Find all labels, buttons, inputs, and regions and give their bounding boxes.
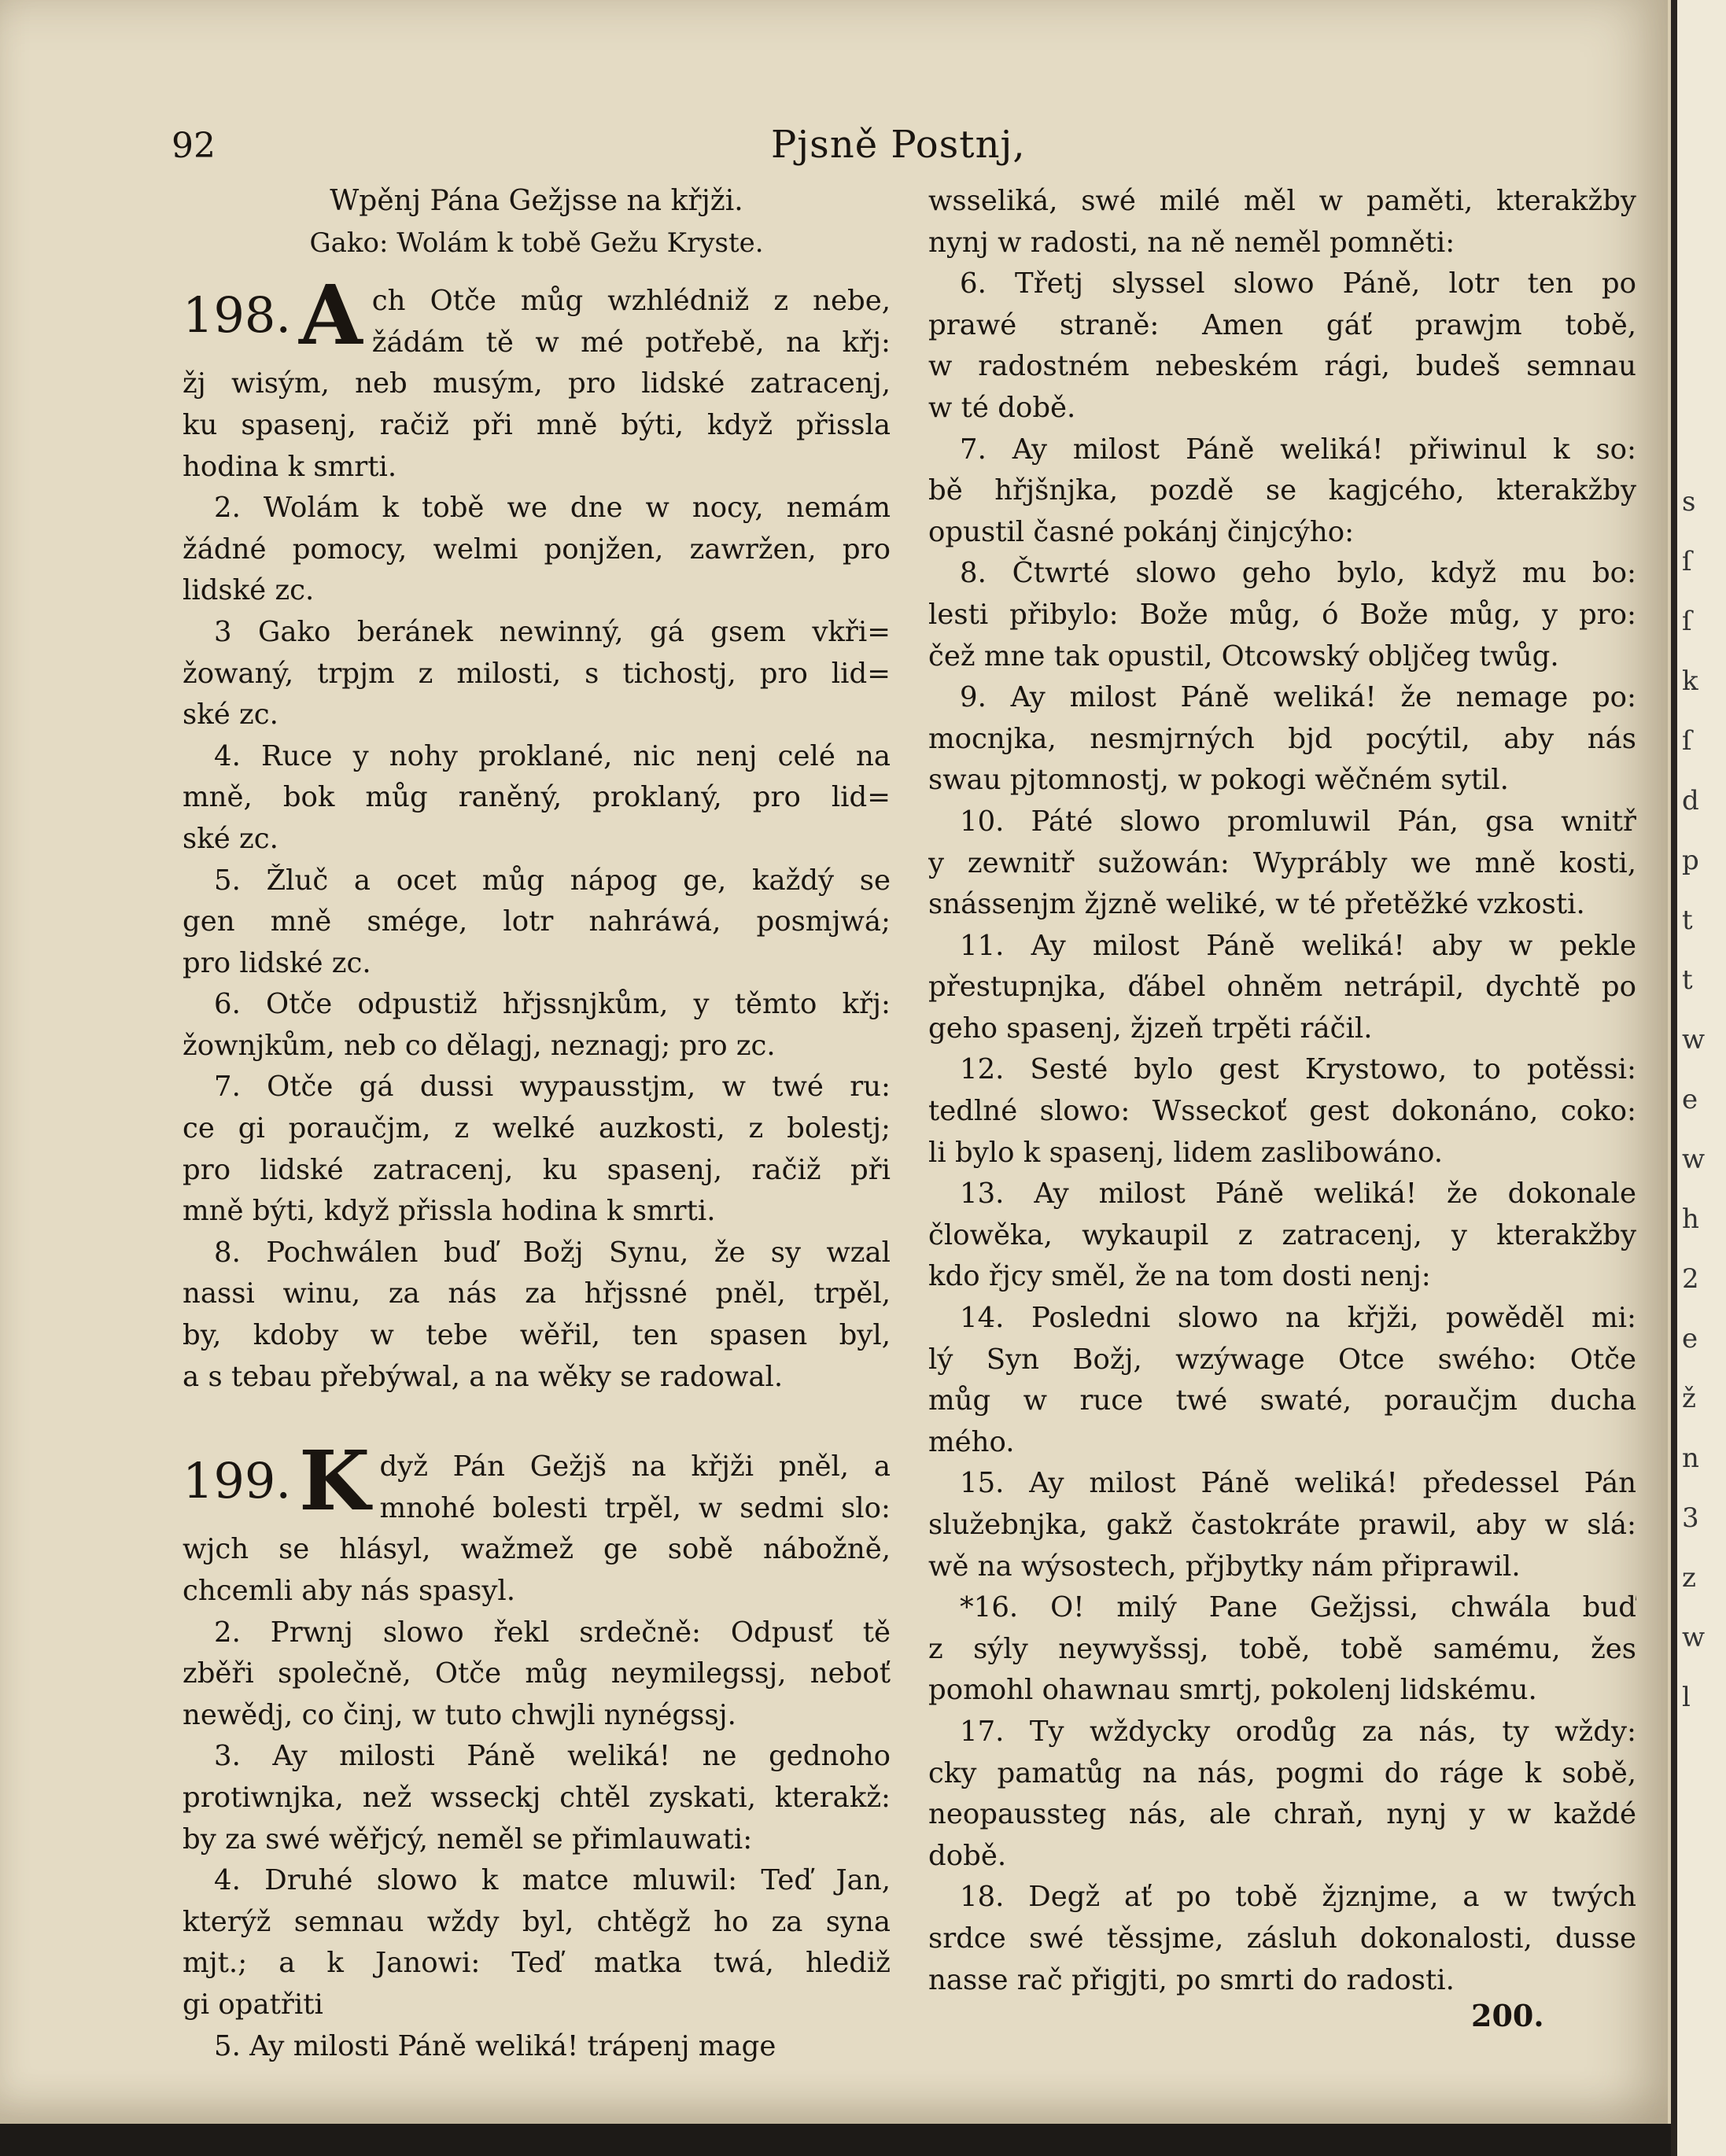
text-line: prawé straně: Amen gáť prawjm tobě, bbox=[928, 308, 1636, 341]
text-line: člowěka, wykaupil z zatracenj, y kterakžby bbox=[928, 1218, 1636, 1251]
text-line: z sýly neywyšssj, tobě, tobě samému, žes bbox=[928, 1632, 1636, 1665]
text-line: 14. Posledni slowo na křjži, powěděl mi: bbox=[960, 1302, 1636, 1335]
text-line: li bylo k spasenj, lidem zaslibowáno. bbox=[928, 1136, 1444, 1169]
text-line: opustil časné pokánj činjcýho: bbox=[928, 515, 1355, 548]
next-page-fragment: z bbox=[1682, 1562, 1696, 1594]
text-line: mně, bok můg raněný, proklaný, pro lid= bbox=[183, 781, 891, 814]
text-line: ku spasenj, račiž při mně býti, když přissla bbox=[183, 408, 891, 441]
next-page-fragment: 3 bbox=[1682, 1502, 1699, 1534]
text-line: přestupnjka, ďábel ohněm netrápil, dychtě po bbox=[928, 971, 1636, 1004]
text-line: y zewnitř sužowán: Wyprábly we mně kosti, bbox=[928, 846, 1636, 879]
text-line: kterýž semnau wždy byl, chtěgž ho za syna bbox=[183, 1905, 891, 1938]
text-line: by, kdoby w tebe wěřil, ten spasen byl, bbox=[183, 1319, 891, 1352]
next-page-fragment: ſ bbox=[1682, 606, 1692, 637]
text-line: bě hřjšnjka, pozdě se kagjcého, kterakžby bbox=[928, 474, 1636, 507]
text-line: snássenjm žjzně weliké, w té přetěžké vzkosti. bbox=[928, 888, 1585, 921]
text-line: 13. Ay milost Páně weliká! že dokonale bbox=[960, 1178, 1636, 1211]
next-page-fragment: h bbox=[1682, 1203, 1699, 1235]
text-line: 7. Otče gá dussi wypausstjm, w twé ru: bbox=[214, 1071, 891, 1104]
text-line: žowaný, trpjm z milosti, s tichostj, pro lid= bbox=[183, 657, 891, 690]
next-page-fragments bbox=[1677, 0, 1726, 1727]
text-line: 3. Ay milosti Páně weliká! ne gednoho bbox=[214, 1740, 891, 1773]
text-line: lidské zc. bbox=[183, 574, 315, 607]
text-line: 18. Degž ať po tobě žjznjme, a w twých bbox=[960, 1881, 1636, 1914]
text-line: žownjkům, neb co dělagj, neznagj; pro zc. bbox=[183, 1029, 776, 1062]
next-page-fragment: ſ bbox=[1682, 546, 1692, 577]
text-line: žádám tě w mé potřebě, na křj: bbox=[371, 326, 891, 359]
text-line: 5. Ay milosti Páně weliká! trápenj mage bbox=[214, 2029, 776, 2062]
text-line: cky pamatůg na nás, pogmi do ráge k sobě, bbox=[928, 1756, 1636, 1789]
text-line: swau pjtomnostj, w pokogi wěčném sytil. bbox=[928, 764, 1509, 797]
text-line: gi opatřiti bbox=[183, 1988, 323, 2021]
text-line: pomohl ohawnau smrtj, pokolenj lidskému. bbox=[928, 1674, 1537, 1707]
text-line: kdo řjcy směl, že na tom dosti nenj: bbox=[928, 1260, 1431, 1293]
text-line: pro lidské zatracenj, ku spasenj, račiž při bbox=[183, 1153, 891, 1186]
text-line: hodina k smrti. bbox=[183, 450, 397, 483]
catchword: 200. bbox=[1471, 1998, 1544, 2033]
text-line: 10. Páté slowo promluwil Pán, gsa wnitř bbox=[960, 805, 1636, 838]
running-head: Pjsně Postnj, bbox=[771, 123, 1026, 167]
page-number: 92 bbox=[171, 126, 216, 166]
text-line: mjt.; a k Janowi: Teď matka twá, hlediž bbox=[183, 1947, 891, 1980]
text-line: nynj w radosti, na ně neměl pomněti: bbox=[928, 226, 1455, 259]
text-line: služebnjka, gakž častokráte prawil, aby w slá: bbox=[928, 1509, 1636, 1541]
text-line: newědj, co činj, w tuto chwjli nynégssj. bbox=[183, 1698, 736, 1731]
text-line: 17. Ty wždycky orodůg za nás, ty wždy: bbox=[960, 1715, 1636, 1748]
scan-border bbox=[0, 2124, 1671, 2156]
hymn-198-start bbox=[183, 267, 891, 364]
text-line: w radostném nebeském rági, budeš semnau bbox=[928, 350, 1636, 383]
text-line: 2. Prwnj slowo řekl srdečně: Odpusť tě bbox=[214, 1616, 891, 1649]
text-line: dyž Pán Gežjš na křjži pněl, a bbox=[379, 1450, 891, 1483]
text-line: gen mně smége, lotr nahráwá, posmjwá; bbox=[183, 905, 891, 938]
next-page-fragment: ſ bbox=[1682, 725, 1692, 757]
text-line: ské zc. bbox=[183, 698, 278, 732]
next-page-fragment: e bbox=[1682, 1323, 1698, 1354]
text-line: nasse rač přigjti, po smrti do radosti. bbox=[928, 1963, 1455, 1996]
text-line: můg w ruce twé swaté, poraučjm ducha bbox=[928, 1384, 1636, 1417]
text-line: mého. bbox=[928, 1425, 1015, 1458]
left-column bbox=[183, 181, 891, 2067]
next-page-fragment: t bbox=[1682, 905, 1693, 936]
text-line: mnohé bolesti trpěl, w sedmi slo: bbox=[379, 1491, 891, 1524]
text-line: 6. Otče odpustiž hřjssnjkům, y těmto křj: bbox=[214, 988, 891, 1021]
text-line: 7. Ay milost Páně weliká! přiwinul k so: bbox=[960, 433, 1636, 466]
text-line: wsseliká, swé milé měl w paměti, kterakžby bbox=[928, 185, 1636, 217]
text-line: geho spasenj, žjzeň trpěti ráčil. bbox=[928, 1012, 1373, 1045]
text-line: 8. Čtwrté slowo geho bylo, když mu bo: bbox=[960, 557, 1636, 590]
text-line: době. bbox=[928, 1839, 1007, 1872]
text-line: 8. Pochwálen buď Božj Synu, že sy wzal bbox=[214, 1236, 891, 1269]
text-line: 4. Druhé slowo k matce mluwil: Teď Jan, bbox=[214, 1864, 891, 1897]
text-line: mocnjka, nesmjrných bjd pocýtil, aby nás bbox=[928, 722, 1636, 755]
text-line: 9. Ay milost Páně weliká! že nemage po: bbox=[960, 681, 1636, 714]
hymn-199-body bbox=[183, 1529, 891, 2067]
song-title: Wpěnj Pána Gežjsse na křjži. bbox=[330, 185, 743, 217]
text-line: ch Otče můg wzhlédniž z nebe, bbox=[371, 285, 891, 318]
text-line: 4. Ruce y nohy proklané, nic nenj celé na bbox=[214, 739, 891, 772]
next-page-fragment: s bbox=[1682, 486, 1696, 518]
next-page-fragment: t bbox=[1682, 964, 1693, 996]
next-page-fragment: p bbox=[1682, 845, 1699, 876]
text-line: by za swé wěřjcý, neměl se přimlauwati: bbox=[183, 1822, 753, 1856]
next-page-fragment: e bbox=[1682, 1084, 1698, 1115]
text-line: 5. Žluč a ocet můg nápog ge, každý se bbox=[214, 864, 891, 897]
text-line: 6. Třetj slyssel slowo Páně, lotr ten po bbox=[960, 267, 1636, 300]
hymn-198-body bbox=[183, 363, 891, 1398]
next-page-fragment: 2 bbox=[1682, 1263, 1699, 1295]
text-line: žj wisým, neb musým, pro lidské zatracenj, bbox=[183, 367, 891, 400]
next-page-fragment: w bbox=[1682, 1622, 1706, 1653]
text-line: lesti přibylo: Bože můg, ó Bože můg, y pro: bbox=[928, 598, 1636, 631]
text-line: w té době. bbox=[928, 391, 1076, 424]
text-line: tedlné slowo: Wsseckoť gest dokonáno, coko: bbox=[928, 1095, 1636, 1128]
hymn-number: 198. bbox=[183, 286, 292, 345]
text-line: zběři společně, Otče můg neymilegssj, neboť bbox=[183, 1657, 891, 1690]
text-line: lý Syn Božj, wzýwage Otce swého: Otče bbox=[928, 1343, 1636, 1376]
text-line: ce gi poraučjm, z welké auzkosti, z bolestj; bbox=[183, 1112, 891, 1145]
hymn-199-start bbox=[183, 1432, 891, 1530]
text-line: *16. O! milý Pane Gežjssi, chwála buď bbox=[960, 1591, 1636, 1624]
text-line: 12. Sesté bylo gest Krystowo, to potěssi: bbox=[960, 1053, 1636, 1086]
right-column-body bbox=[928, 181, 1636, 2001]
text-line: chcemli aby nás spasyl. bbox=[183, 1575, 516, 1607]
text-line: 15. Ay milost Páně weliká! předessel Pán bbox=[960, 1467, 1636, 1500]
next-page-edge bbox=[1671, 0, 1726, 2156]
tune-line: Gako: Wolám k tobě Gežu Kryste. bbox=[309, 227, 764, 259]
text-line: ské zc. bbox=[183, 822, 278, 855]
text-line: protiwnjka, než wsseckj chtěl zyskati, kterakž: bbox=[183, 1781, 891, 1814]
text-line: mně býti, když přissla hodina k smrti. bbox=[183, 1195, 716, 1228]
text-line: wě na wýsostech, přjbytky nám připrawil. bbox=[928, 1550, 1521, 1583]
text-line: a s tebau přebýwal, a na wěky se radowal. bbox=[183, 1360, 784, 1393]
next-page-fragment: l bbox=[1682, 1682, 1691, 1713]
text-line: srdce swé těssjme, zásluh dokonalosti, dusse bbox=[928, 1922, 1636, 1955]
drop-cap: K bbox=[299, 1432, 371, 1530]
next-page-fragment: w bbox=[1682, 1144, 1706, 1175]
text-line: neopaussteg nás, ale chraň, nynj y w každé bbox=[928, 1798, 1636, 1831]
hymn-number: 199. bbox=[183, 1452, 292, 1510]
text-line: 11. Ay milost Páně weliká! aby w pekle bbox=[960, 929, 1636, 962]
text-line: 2. Wolám k tobě we dne w nocy, nemám bbox=[214, 492, 891, 525]
next-page-fragment: d bbox=[1682, 785, 1699, 816]
text-line: wjch se hlásyl, wažmež ge sobě nábožně, bbox=[183, 1533, 891, 1566]
text-line: nassi winu, za nás za hřjssné pněl, trpěl, bbox=[183, 1277, 891, 1310]
next-page-fragment: w bbox=[1682, 1024, 1706, 1056]
text-line: čež mne tak opustil, Otcowský obljčeg twůg. bbox=[928, 639, 1559, 673]
text-line: žádné pomocy, welmi ponjžen, zawržen, pro bbox=[183, 533, 891, 566]
drop-cap: A bbox=[299, 267, 363, 364]
right-column bbox=[928, 181, 1636, 2001]
next-page-fragment: n bbox=[1682, 1443, 1699, 1474]
text-line: 3 Gako beránek newinný, gá gsem vkři= bbox=[214, 615, 891, 648]
text-line: pro lidské zc. bbox=[183, 946, 371, 979]
next-page-fragment: ž bbox=[1682, 1383, 1696, 1414]
next-page-fragment: k bbox=[1682, 665, 1698, 697]
